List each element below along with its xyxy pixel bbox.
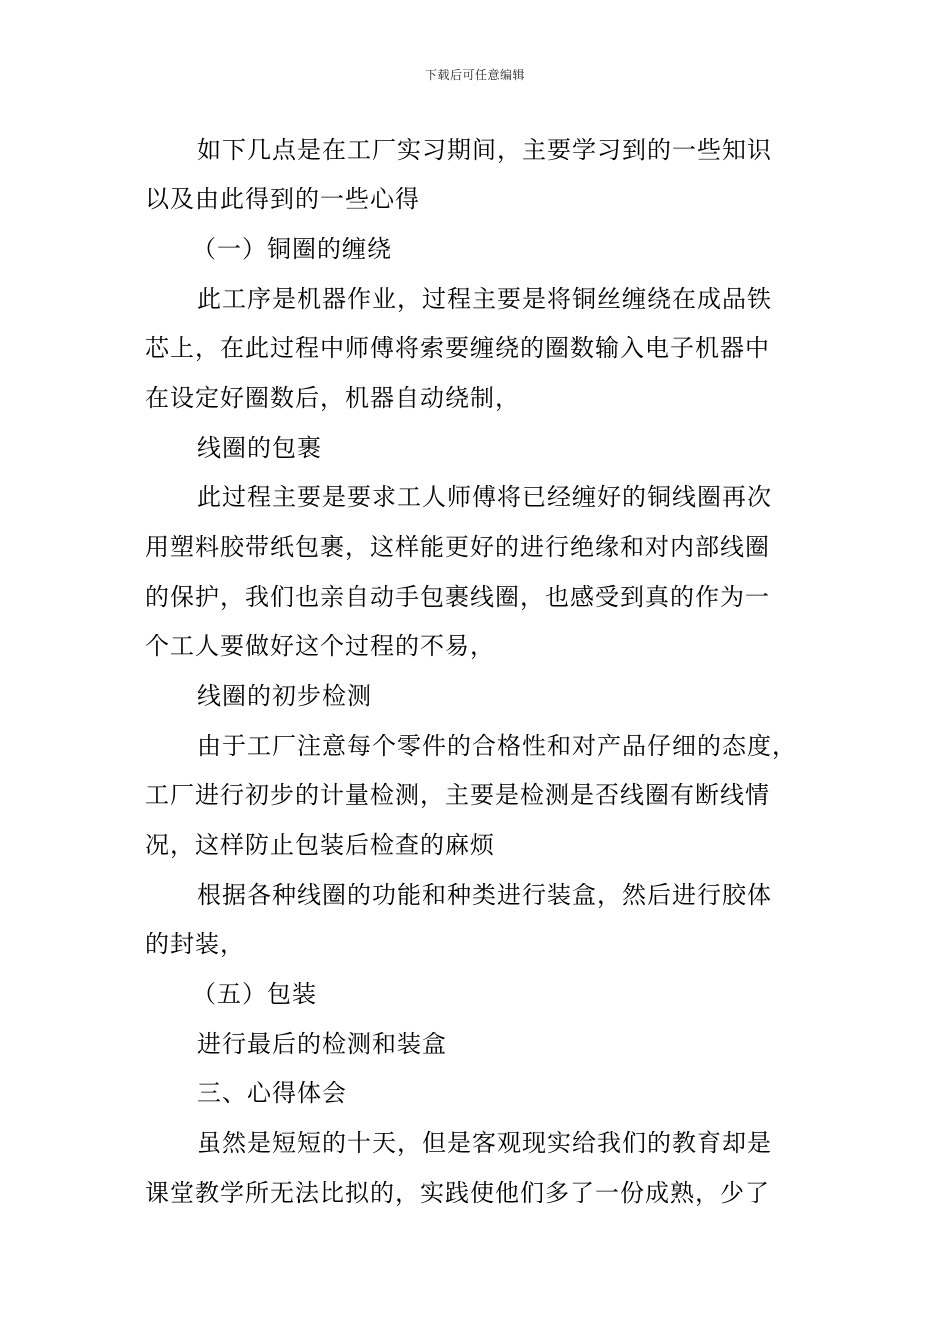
page-header: 下载后可任意编辑 (424, 68, 525, 82)
paragraph-line-6: 此过程主要是要求工人师傅将已经缠好的铜线圈再次 (197, 483, 772, 511)
paragraph-line-10: 由于工厂注意每个零件的合格性和对产品仔细的态度， (197, 732, 797, 760)
paragraph-line-13: 根据各种线圈的功能和种类进行装盒，然后进行胶体 (197, 881, 772, 909)
paragraph-line-4: 芯上，在此过程中师傅将索要缠绕的圈数输入电子机器中 (145, 334, 770, 362)
paragraph-line-1: 如下几点是在工厂实习期间，主要学习到的一些知识 (197, 136, 772, 164)
paragraph-line-5: 在设定好圈数后，机器自动绕制， (145, 384, 520, 412)
section-heading-2: 线圈的包裹 (197, 434, 322, 462)
section-heading-3: 线圈的初步检测 (197, 682, 372, 710)
paragraph-line-8: 的保护，我们也亲自动手包裹线圈，也感受到真的作为一 (145, 583, 770, 611)
section-heading-1: （一）铜圈的缠绕 (192, 235, 392, 263)
paragraph-line-15: 进行最后的检测和装盒 (197, 1030, 447, 1058)
paragraph-line-11: 工厂进行初步的计量检测，主要是检测是否线圈有断线情 (145, 781, 770, 809)
section-heading-5: （五）包装 (192, 980, 317, 1008)
section-heading-experience: 三、心得体会 (197, 1079, 347, 1107)
paragraph-line-16: 虽然是短短的十天，但是客观现实给我们的教育却是 (197, 1129, 772, 1157)
paragraph-line-9: 个工人要做好这个过程的不易， (145, 632, 495, 660)
paragraph-line-2: 以及由此得到的一些心得 (145, 185, 420, 213)
paragraph-line-7: 用塑料胶带纸包裹，这样能更好的进行绝缘和对内部线圈 (145, 533, 770, 561)
paragraph-line-3: 此工序是机器作业，过程主要是将铜丝缠绕在成品铁 (197, 285, 772, 313)
paragraph-line-12: 况，这样防止包装后检查的麻烦 (145, 831, 495, 859)
paragraph-line-14: 的封装， (145, 930, 245, 958)
paragraph-line-17: 课堂教学所无法比拟的，实践使他们多了一份成熟，少了 (145, 1179, 770, 1207)
